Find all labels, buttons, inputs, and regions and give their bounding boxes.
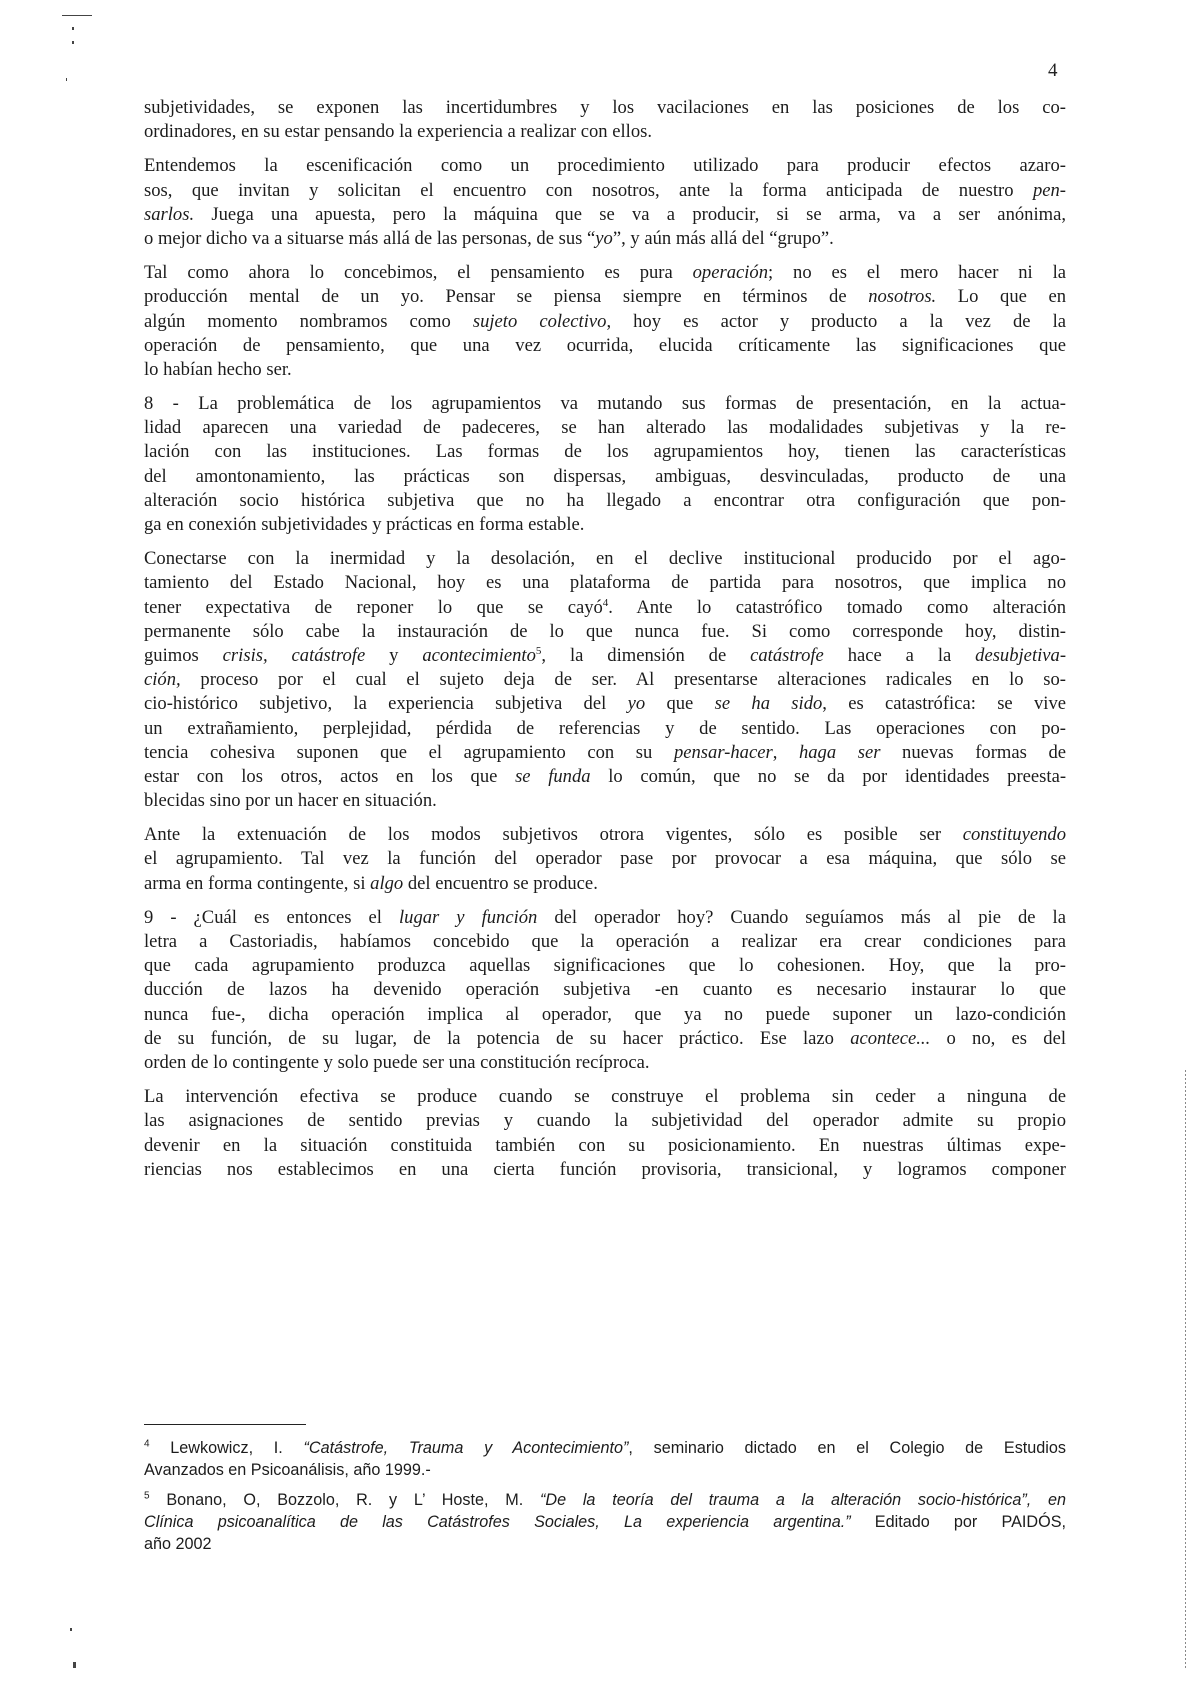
text-line: 8 - La problemática de los agrupamientos va mutando sus formas de presentación, en la actua-	[144, 393, 1066, 415]
paragraph	[144, 823, 1066, 896]
footnote-line: $^4$ Lewkowicz, I. “Catástrofe, Trauma y Acontecimiento”, seminario dictado en el Colegio de Estudios	[144, 1438, 1066, 1457]
footnote-line: año 2002	[144, 1535, 212, 1553]
text-line: ción, proceso por el cual el sujeto deja de ser. Al presentarse alteraciones radicales en lo so-	[144, 669, 1066, 691]
text-line: guimos crisis, catástrofe y acontecimiento$^5$, la dimensión de catástrofe hace a la desubjetiva-	[144, 644, 1067, 666]
footnote	[144, 1489, 1066, 1555]
text-line: Entendemos la escenificación como un procedimiento utilizado para producir efectos azaro-	[144, 155, 1066, 177]
text-line: lo habían hecho ser.	[144, 358, 292, 380]
text-line: o mejor dicho va a situarse más allá de las personas, de sus “yo”, y aún más allá del “grupo”.	[144, 227, 834, 249]
scan-artifact	[70, 1628, 72, 1631]
text-line: lidad aparecen una variedad de padeceres, se han alterado las modalidades subjetivas y la re-	[144, 417, 1066, 439]
text-line: devenir en la situación constituida también con su posicionamiento. En nuestras últimas expe-	[144, 1134, 1066, 1156]
footnote-reference: 4	[602, 596, 609, 609]
paragraph	[144, 261, 1066, 382]
scan-artifact	[62, 15, 92, 16]
text-line: letra a Castoriadis, habíamos concebido que la operación a realizar era crear condiciones para	[144, 931, 1066, 952]
text-line: Conectarse con la inermidad y la desolación, en el declive institucional producido por el ago-	[144, 548, 1066, 570]
body-text	[144, 96, 1066, 1192]
text-line: riencias nos establecimos en una cierta función provisoria, transicional, y logramos componer	[144, 1158, 1066, 1180]
scan-artifact	[73, 1662, 76, 1668]
text-line: blecidas sino por un hacer en situación.	[144, 790, 437, 812]
text-line: Ante la extenuación de los modos subjetivos otrora vigentes, sólo es posible ser constituyendo	[144, 824, 1066, 846]
text-line: orden de lo contingente y solo puede ser una constitución recíproca.	[144, 1051, 650, 1073]
text-line: La intervención efectiva se produce cuando se construye el problema sin ceder a ninguna de	[144, 1086, 1066, 1108]
scan-edge	[1185, 1070, 1186, 1670]
text-line: el agrupamiento. Tal vez la función del operador pase por provocar a esa máquina, que sólo se	[144, 848, 1066, 870]
text-line: de su función, de su lugar, de la potencia de su hacer práctico. Ese lazo acontece... o no, es del	[144, 1027, 1066, 1049]
scan-artifact	[72, 27, 74, 30]
scan-artifact	[66, 78, 67, 81]
footnote-line: $^5$ Bonano, O, Bozzolo, R. y L’ Hoste, M. “De la teoría del trauma a la alteración socio-histórica”, en	[144, 1490, 1066, 1509]
page-number: 4	[1048, 60, 1058, 81]
text-line: cio-histórico subjetivo, la experiencia subjetiva del yo que se ha sido, es catastrófica: se vive	[144, 693, 1066, 715]
text-line: ga en conexión subjetividades y prácticas en forma estable.	[144, 514, 585, 535]
text-line: nunca fue-, dicha operación implica al operador, que ya no puede suponer un lazo-condición	[144, 1003, 1066, 1025]
footnote-separator	[144, 1424, 306, 1425]
text-line: sos, que invitan y solicitan el encuentro con nosotros, ante la forma anticipada de nuestro pen-	[144, 179, 1066, 201]
text-line: 9 - ¿Cuál es entonces el lugar y función del operador hoy? Cuando seguíamos más al pie de la	[144, 906, 1066, 928]
text-line: tamiento del Estado Nacional, hoy es una plataforma de partida para nosotros, que implica no	[144, 572, 1066, 594]
text-line: algún momento nombramos como sujeto colectivo, hoy es actor y producto a la vez de la	[144, 310, 1066, 332]
text-line: del amontonamiento, las prácticas son dispersas, ambiguas, desvinculadas, producto de una	[144, 465, 1066, 487]
text-line: tencia cohesiva suponen que el agrupamiento con su pensar-hacer, haga ser nuevas formas de	[144, 741, 1067, 763]
text-line: Tal como ahora lo concebimos, el pensamiento es pura operación; no es el mero hacer ni la	[144, 262, 1066, 284]
text-line: las asignaciones de sentido previas y cuando la subjetividad del operador admite su propio	[144, 1110, 1066, 1132]
footnote-reference: 5	[535, 644, 542, 657]
footnotes	[144, 1437, 1066, 1563]
text-line: alteración socio histórica subjetiva que no ha llegado a encontrar otra configuración que pon-	[144, 489, 1066, 511]
text-line: tener expectativa de reponer lo que se cayó$^4$. Ante lo catastrófico tomado como alteración	[144, 596, 1066, 618]
text-line: ordinadores, en su estar pensando la experiencia a realizar con ellos.	[144, 121, 653, 143]
paragraph	[144, 392, 1066, 537]
scan-artifact	[72, 41, 74, 44]
text-line: estar con los otros, actos en los que se funda lo común, que no se da por identidades preesta-	[144, 765, 1067, 787]
paragraph	[144, 547, 1066, 813]
text-line: un extrañamiento, perplejidad, pérdida de referencias y de sentido. Las operaciones con po-	[144, 717, 1066, 739]
text-line: lación con las instituciones. Las formas de los agrupamientos hoy, tienen las características	[144, 441, 1066, 463]
footnote	[144, 1437, 1066, 1481]
text-line: permanente sólo cabe la instauración de lo que nunca fue. Si como corresponde hoy, distin-	[144, 620, 1066, 642]
paragraph	[144, 906, 1066, 1075]
text-line: subjetividades, se exponen las incertidumbres y los vacilaciones en las posiciones de los co-	[144, 97, 1066, 118]
footnote-line: Clínica psicoanalítica de las Catástrofes Sociales, La experiencia argentina.” Editado por PAIDÓS,	[144, 1513, 1066, 1531]
text-line: producción mental de un yo. Pensar se piensa siempre en términos de nosotros. Lo que en	[144, 286, 1067, 308]
text-line: sarlos. Juega una apuesta, pero la máquina que se va a producir, si se arma, va a ser anónima,	[144, 203, 1066, 225]
footnote-number: 5	[144, 1490, 150, 1502]
text-line: ducción de lazos ha devenido operación subjetiva -en cuanto es necesario instaurar lo que	[144, 979, 1066, 1001]
paragraph	[144, 1085, 1066, 1182]
footnote-number: 4	[144, 1438, 150, 1450]
text-line: arma en forma contingente, si algo del encuentro se produce.	[144, 872, 598, 894]
text-line: que cada agrupamiento produzca aquellas significaciones que lo cohesionen. Hoy, que la pro-	[144, 955, 1066, 977]
footnote-line: Avanzados en Psicoanálisis, año 1999.-	[144, 1461, 431, 1479]
paragraph	[144, 154, 1066, 251]
text-line: operación de pensamiento, que una vez ocurrida, elucida críticamente las significaciones que	[144, 334, 1066, 356]
paragraph	[144, 96, 1066, 144]
